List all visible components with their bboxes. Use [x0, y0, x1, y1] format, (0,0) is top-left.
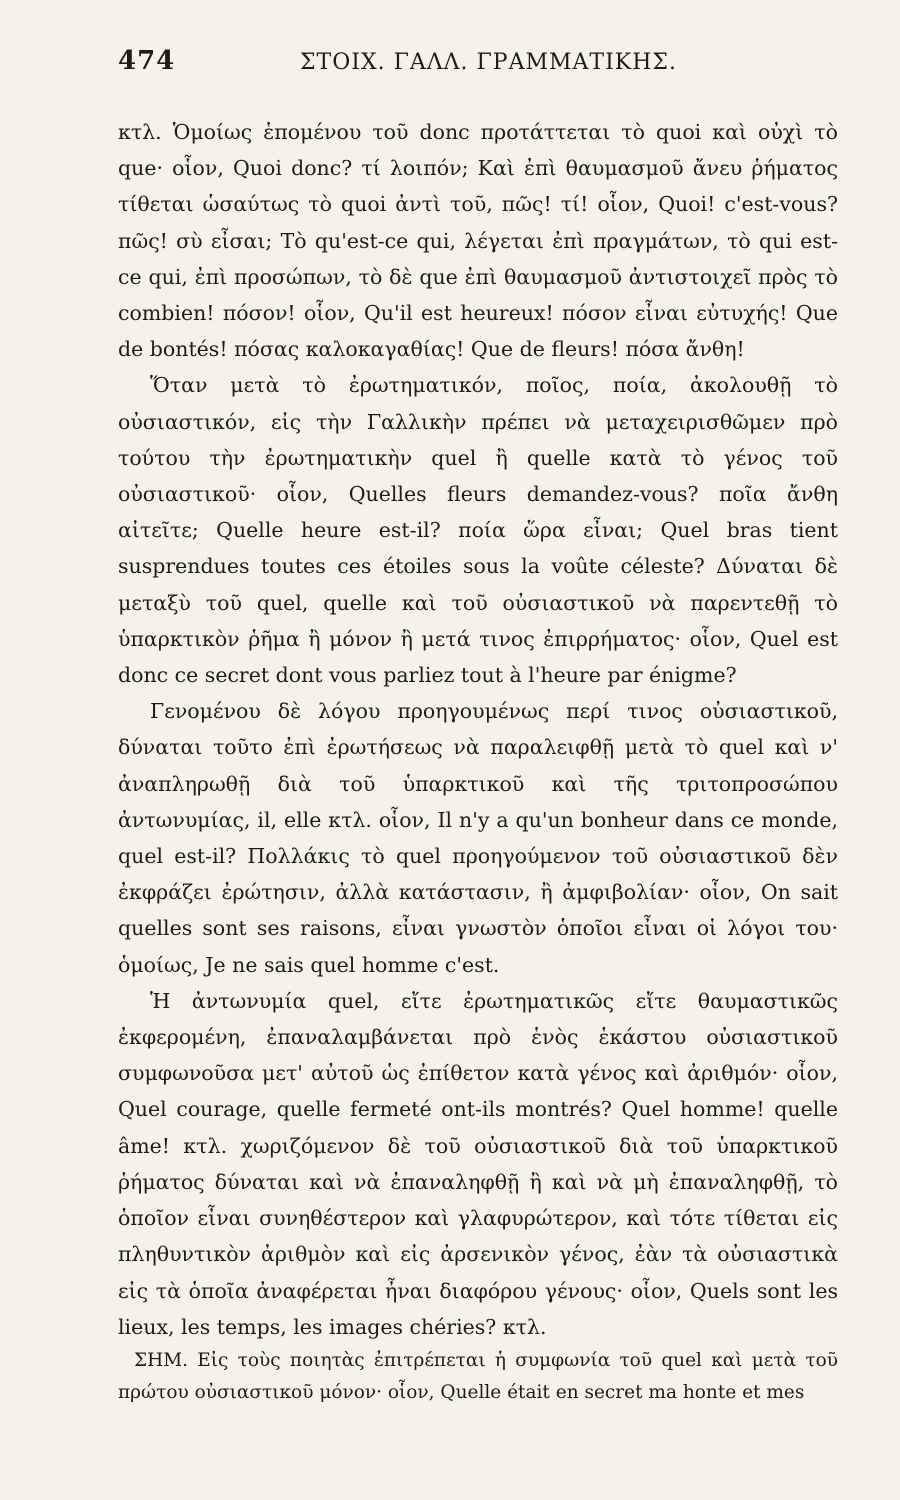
- paragraph-2: Ὅταν μετὰ τὸ ἐρωτηματικόν, ποῖος, ποία, ἀκολουθῇ τὸ οὐσιαστικόν, εἰς τὴν Γαλλικὴν πρέπει νὰ μεταχειρισθῶμεν πρὸ τούτου τὴν ἐρωτηματικὴν quel ἢ quelle κατὰ τὸ γένος τοῦ οὐσιαστικοῦ· οἷον, Quelles fleurs demandez-vous? ποῖα ἄνθη αἰτεῖτε; Quelle heure est-il? ποία ὥρα εἶναι; Quel bras tient susprendues toutes ces étoiles sous la voûte céleste? Δύναται δὲ μεταξὺ τοῦ quel, quelle καὶ τοῦ οὐσιαστικοῦ νὰ παρεντεθῇ τὸ ὑπαρκτικὸν ῥῆμα ἢ μόνον ἢ μετά τινος ἐπιρρήματος· οἷον, Quel est donc ce secret dont vous parliez tout à l'heure par énigme?: [118, 373, 838, 688]
- page-header: [118, 40, 838, 94]
- paragraph-1: κτλ. Ὁμοίως ἑπομένου τοῦ donc προτάττεται τὸ quoi καὶ οὐχὶ τὸ que· οἷον, Quoi donc? τί λοιπόν; Καὶ ἐπὶ θαυμασμοῦ ἄνευ ῥήματος τίθεται ὡσαύτως τὸ quoi ἀντὶ τοῦ, πῶς! τί! οἷον, Quoi! c'est-vous? πῶς! σὺ εἶσαι; Τὸ qu'est-ce qui, λέγεται ἐπὶ πραγμάτων, τὸ qui est-ce qui, ἐπὶ προσώπων, τὸ δὲ que ἐπὶ θαυμασμοῦ ἀντιστοιχεῖ πρὸς τὸ combien! πόσον! οἷον, Qu'il est heureux! πόσον εἶναι εὐτυχής! Que de bontés! πόσας καλοκαγαθίας! Que de fleurs! πόσα ἄνθη!: [118, 120, 838, 362]
- paragraph-3: Γενομένου δὲ λόγου προηγουμένως περί τινος οὐσιαστικοῦ, δύναται τοῦτο ἐπὶ ἐρωτήσεως νὰ παραλειφθῇ μετὰ τὸ quel καὶ ν' ἀναπληρωθῇ διὰ τοῦ ὑπαρκτικοῦ καὶ τῆς τριτοπροσώπου ἀντωνυμίας, il, elle κτλ. οἷον, Il n'y a qu'un bonheur dans ce monde, quel est-il? Πολλάκις τὸ quel προηγούμενον τοῦ οὐσιαστικοῦ δὲν ἐκφράζει ἐρώτησιν, ἀλλὰ κατάστασιν, ἢ ἀμφιβολίαν· οἷον, On sait quelles sont ses raisons, εἶναι γνωστὸν ὁποῖοι εἶναι οἱ λόγοι του· ὁμοίως, Je ne sais quel homme c'est.: [118, 699, 838, 977]
- footnote: ΣΗΜ. Εἰς τοὺς ποιητὰς ἐπιτρέπεται ἡ συμφωνία τοῦ quel καὶ μετὰ τοῦ πρώτου οὐσιαστικοῦ μόνον· οἷον, Quelle était en secret ma honte et mes: [118, 1349, 838, 1403]
- page-number: 474: [118, 46, 176, 76]
- paragraph-4: Ἡ ἀντωνυμία quel, εἴτε ἐρωτηματικῶς εἴτε θαυμαστικῶς ἐκφερομένη, ἐπαναλαμβάνεται πρὸ ἑνὸς ἑκάστου οὐσιαστικοῦ συμφωνοῦσα μετ' αὐτοῦ ὡς ἐπίθετον κατὰ γένος καὶ ἀριθμόν· οἷον, Quel courage, quelle fermeté ont-ils montrés? Quel homme! quelle âme! κτλ. χωριζόμενον δὲ τοῦ οὐσιαστικοῦ διὰ τοῦ ὑπαρκτικοῦ ῥήματος δύναται καὶ νὰ ἐπαναληφθῇ ἢ καὶ νὰ μὴ ἐπαναληφθῇ, τὸ ὁποῖον εἶναι συνηθέστερον καὶ γλαφυρώτερον, καὶ τότε τίθεται εἰς πληθυντικὸν ἀριθμὸν καὶ εἰς ἀρσενικὸν γένος, ἐὰν τὰ οὐσιαστικὰ εἰς τὰ ὁποῖα ἀναφέρεται ἦναι διαφόρου γένους· οἷον, Quels sont les lieux, les temps, les images chéries? κτλ.: [118, 988, 838, 1339]
- running-head: ΣΤΟΙΧ. ΓΑΛΛ. ΓΡΑΜΜΑΤΙΚΗΣ.: [300, 50, 677, 75]
